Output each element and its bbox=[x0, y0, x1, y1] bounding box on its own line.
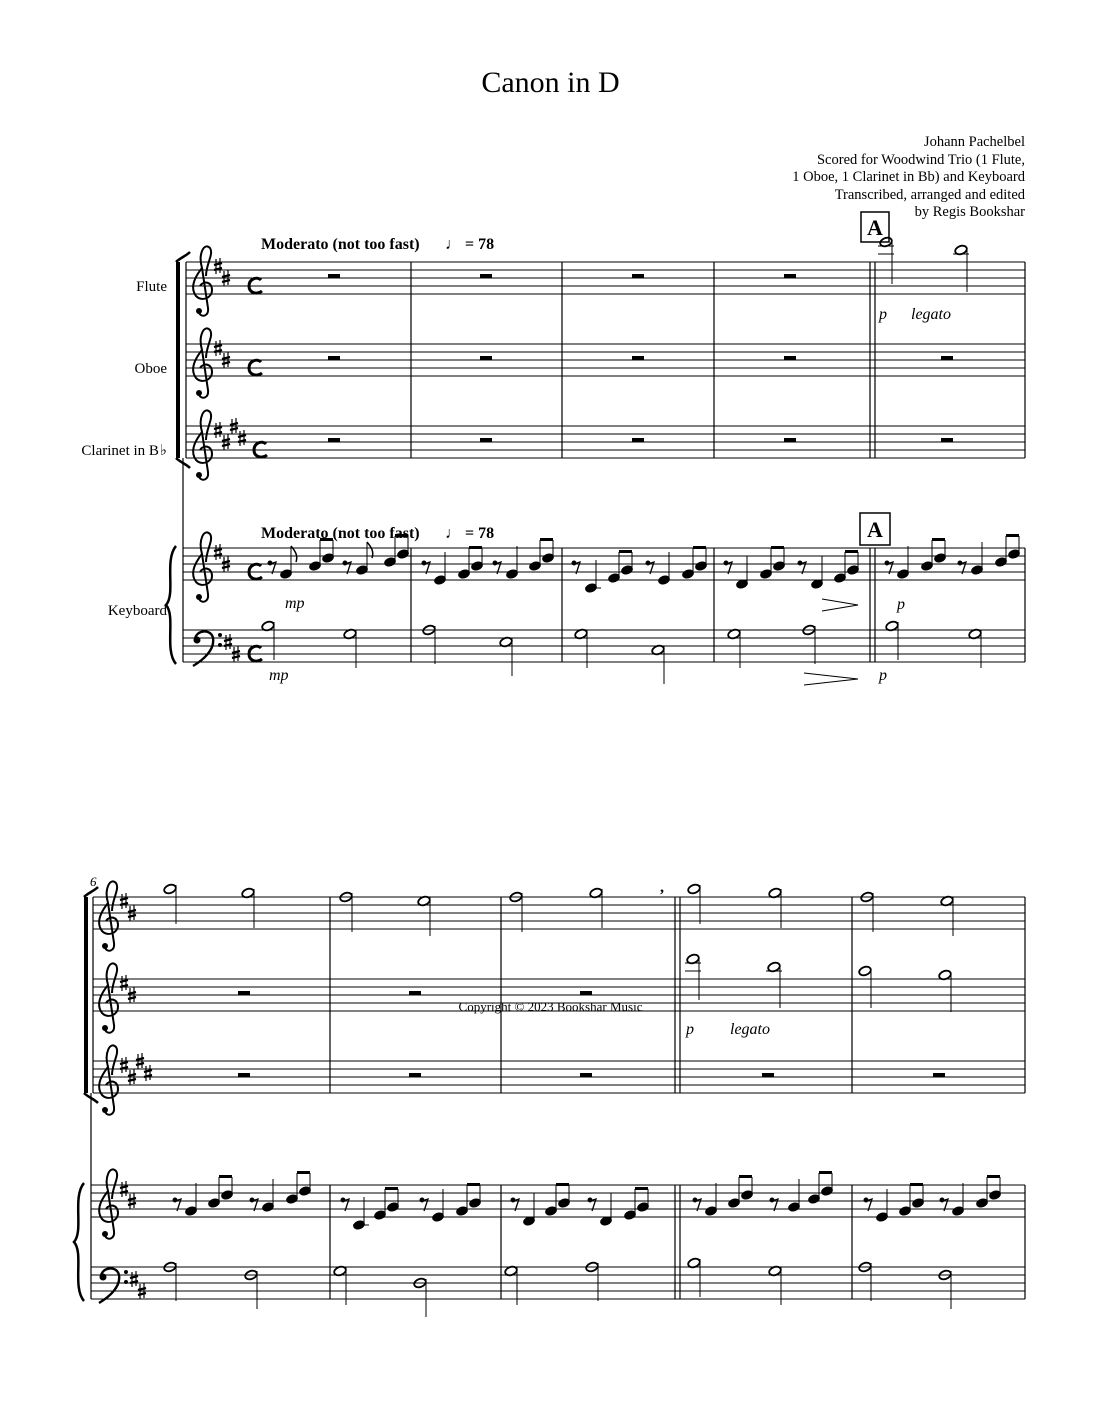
arranger-name: by Regis Bookshar bbox=[914, 204, 1025, 221]
oboe-staff-2 bbox=[93, 953, 1025, 1033]
legato-oboe: legato bbox=[730, 1021, 770, 1038]
clarinet-flat-sign: ♭ bbox=[159, 443, 167, 459]
dynamic-p-flute: p bbox=[879, 306, 887, 323]
oboe-label: Oboe bbox=[134, 361, 167, 377]
tempo-mark-keyboard: ♩ = 78 bbox=[445, 525, 495, 542]
keyboard-label: Keyboard bbox=[107, 603, 167, 619]
score-title: Canon in D bbox=[481, 66, 620, 99]
keyboard-brace-1 bbox=[166, 546, 176, 664]
rehearsal-mark-keyboard: A bbox=[867, 517, 883, 542]
scoring-note: Scored for Woodwind Trio (1 Flute, bbox=[816, 151, 1025, 168]
tempo-mark-woodwinds: ♩ = 78 bbox=[445, 236, 495, 253]
arranger-note: Transcribed, arranged and edited bbox=[834, 186, 1025, 203]
keyboard-barlines-2 bbox=[91, 1185, 1025, 1299]
breath-mark: , bbox=[660, 879, 664, 896]
keyboard-bass-staff-2 bbox=[91, 1257, 1025, 1317]
rehearsal-mark-woodwinds: A bbox=[867, 215, 883, 240]
copyright-notice: Copyright © 2023 Bookshar Music bbox=[458, 999, 643, 1014]
measure-number: 6 bbox=[90, 874, 97, 889]
keyboard-treble-staff-2 bbox=[91, 1169, 1025, 1238]
composer: Johann Pachelbel bbox=[923, 134, 1025, 150]
clarinet-staff-1 bbox=[186, 410, 1025, 479]
oboe-staff-1 bbox=[186, 328, 1025, 397]
clarinet-label: Clarinet in B bbox=[81, 443, 159, 459]
dynamic-p-keyboard-treble: p bbox=[897, 596, 905, 613]
scoring-note-cont: 1 Oboe, 1 Clarinet in Bb) and Keyboard bbox=[792, 169, 1025, 186]
clarinet-staff-2 bbox=[93, 1045, 1025, 1114]
legato-flute: legato bbox=[911, 306, 951, 323]
tempo-text-keyboard: Moderato (not too fast) bbox=[261, 525, 420, 542]
dynamic-p-oboe: p bbox=[686, 1021, 694, 1038]
flute-label: Flute bbox=[136, 279, 167, 295]
tempo-text-woodwinds: Moderato (not too fast) bbox=[261, 236, 420, 253]
dynamic-p-keyboard-bass: p bbox=[879, 667, 887, 684]
flute-staff-2 bbox=[93, 881, 1025, 950]
decrescendo-hairpin bbox=[804, 599, 858, 685]
dynamic-mp-keyboard-treble: mp bbox=[285, 595, 305, 612]
keyboard-bass-staff-1 bbox=[183, 620, 1025, 684]
keyboard-brace-2 bbox=[74, 1183, 84, 1301]
dynamic-mp-keyboard-bass: mp bbox=[269, 667, 289, 684]
